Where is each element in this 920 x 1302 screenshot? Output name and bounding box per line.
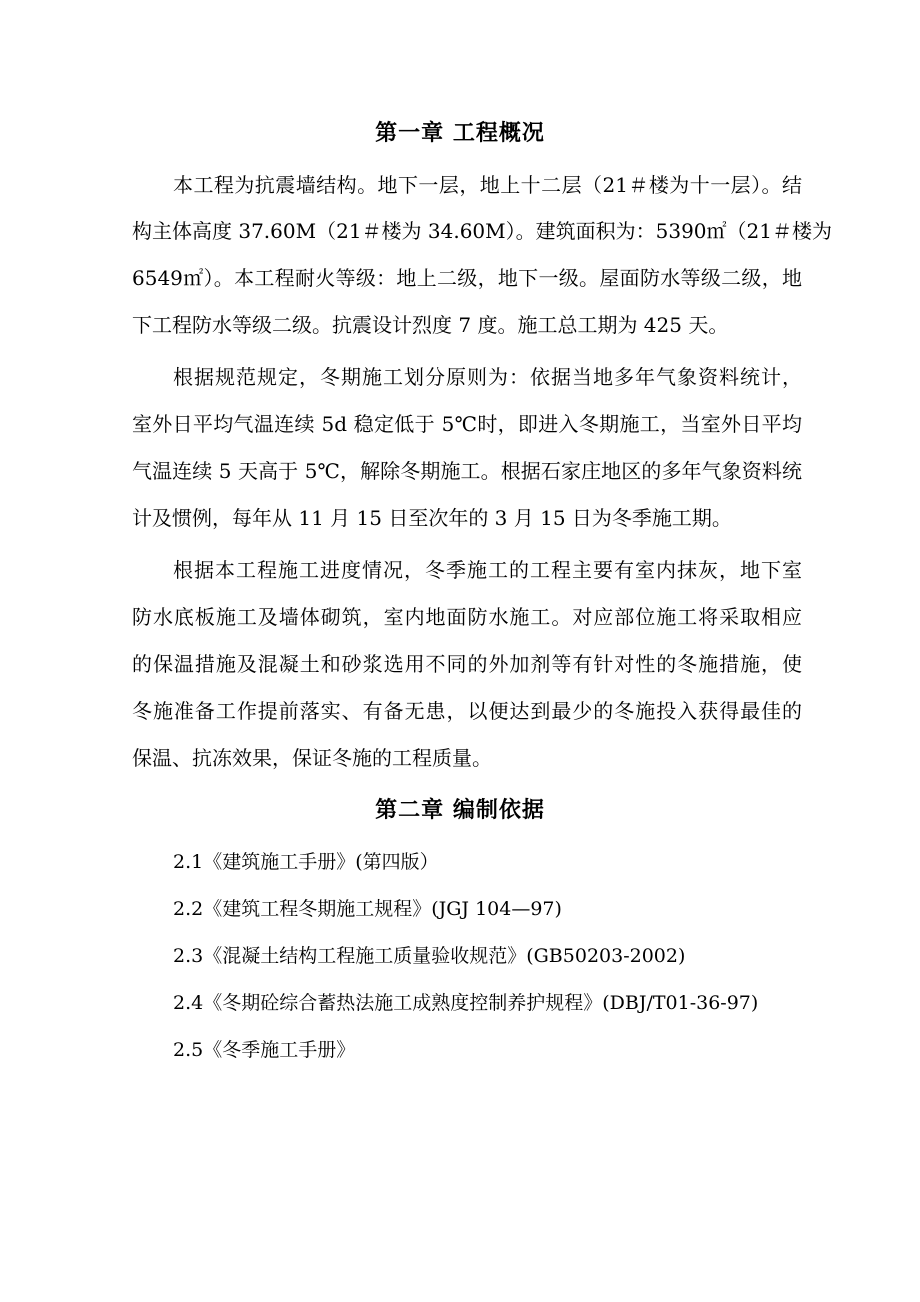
paragraph-line: 气温连续 5 天高于 5℃，解除冬期施工。根据石家庄地区的多年气象资料统 [132,459,802,483]
chapter1-title: 第一章 工程概况 [375,121,545,146]
paragraph-line: 室外日平均气温连续 5d 稳定低于 5℃时，即进入冬期施工，当室外日平均 [132,412,802,436]
reference-item: 2.3《混凝土结构工程施工质量验收规范》(GB50203-2002) [173,945,686,967]
paragraph-line: 下工程防水等级二级。抗震设计烈度 7 度。施工总工期为 425 天。 [132,313,729,337]
paragraph-line: 本工程为抗震墙结构。地下一层，地上十二层（21＃楼为十一层）。结 [173,173,802,197]
paragraph-line: 6549㎡）。本工程耐火等级：地上二级，地下一级。屋面防水等级二级，地 [132,266,802,290]
paragraph-line: 的保温措施及混凝土和砂浆选用不同的外加剂等有针对性的冬施措施，使 [132,652,802,676]
paragraph-line: 根据规范规定，冬期施工划分原则为：依据当地多年气象资料统计， [173,365,802,389]
reference-item: 2.1《建筑施工手册》(第四版） [173,851,439,873]
reference-item: 2.5《冬季施工手册》 [173,1039,356,1061]
chapter2-title: 第二章 编制依据 [375,798,545,823]
paragraph-line: 构主体高度 37.60M（21＃楼为 34.60M）。建筑面积为：5390㎡（21＃楼为 [132,219,832,243]
reference-item: 2.4《冬期砼综合蓄热法施工成熟度控制养护规程》(DBJ/T01-36-97) [173,992,759,1014]
paragraph-line: 计及惯例，每年从 11 月 15 日至次年的 3 月 15 日为冬季施工期。 [132,506,732,530]
paragraph-line: 保温、抗冻效果，保证冬施的工程质量。 [132,746,492,770]
paragraph-line: 冬施准备工作提前落实、有备无患，以便达到最少的冬施投入获得最佳的 [132,699,802,723]
reference-item: 2.2《建筑工程冬期施工规程》(JGJ 104—97) [173,898,562,920]
paragraph-line: 防水底板施工及墙体砌筑，室内地面防水施工。对应部位施工将采取相应 [132,605,802,629]
paragraph-line: 根据本工程施工进度情况，冬季施工的工程主要有室内抹灰，地下室 [173,558,802,582]
